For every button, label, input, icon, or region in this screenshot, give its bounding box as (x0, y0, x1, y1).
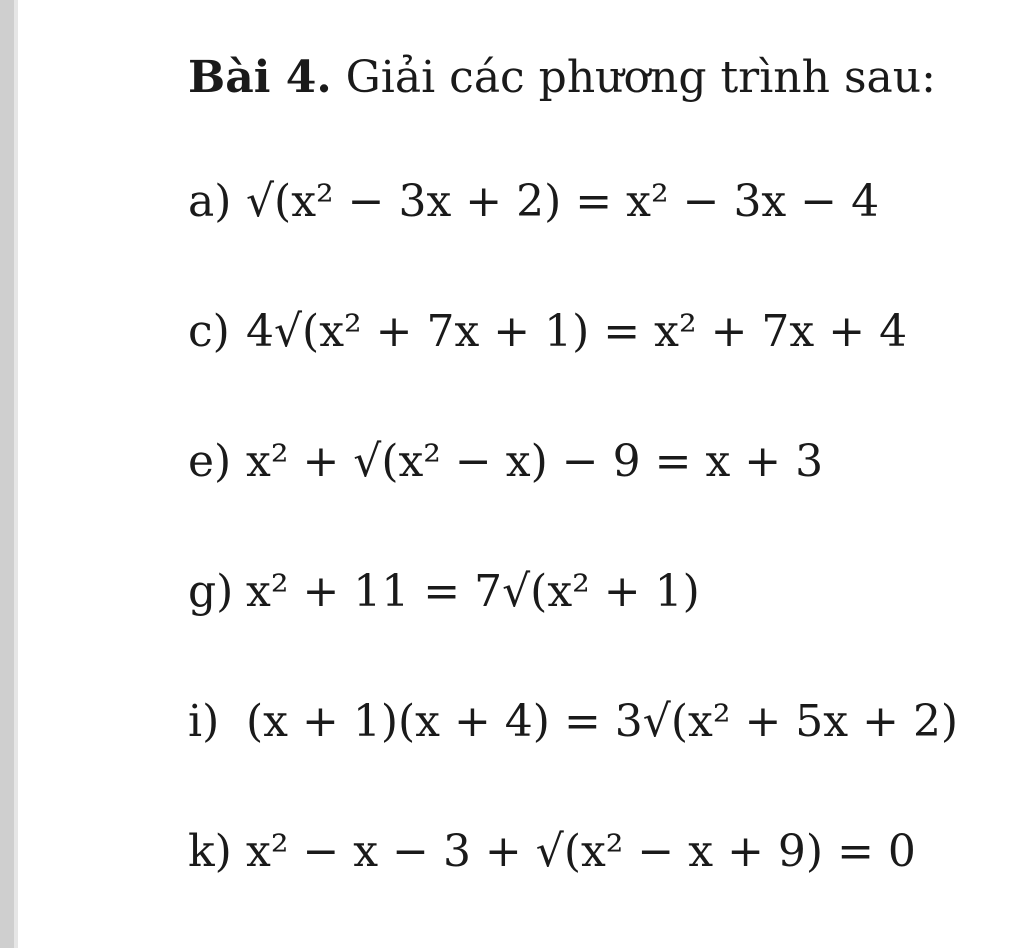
problem-equation: x² − x − 3 + √(x² − x + 9) = 0 (246, 826, 916, 877)
problem-label: i) (188, 696, 220, 747)
problem-a (188, 172, 879, 232)
problem-e (188, 432, 823, 492)
page-left-border-shadow (14, 0, 18, 948)
problem-c (188, 302, 907, 362)
problem-equation: √(x² − 3x + 2) = x² − 3x − 4 (246, 176, 880, 227)
page-left-border (0, 0, 14, 948)
problem-label: c) (188, 306, 230, 357)
problem-label: g) (188, 566, 234, 617)
problem-label: k) (188, 826, 232, 877)
problem-k (188, 822, 916, 882)
problem-g (188, 562, 700, 622)
exercise-title (188, 50, 936, 106)
problem-equation: 4√(x² + 7x + 1) = x² + 7x + 4 (246, 306, 908, 357)
problem-i (188, 692, 958, 752)
exercise-instruction: Giải các phương trình sau: (331, 52, 936, 103)
problem-equation: (x + 1)(x + 4) = 3√(x² + 5x + 2) (246, 696, 959, 747)
exercise-number: Bài 4. (188, 52, 332, 103)
problem-equation: x² + √(x² − x) − 9 = x + 3 (246, 436, 824, 487)
problem-label: e) (188, 436, 232, 487)
problem-label: a) (188, 176, 232, 227)
problem-equation: x² + 11 = 7√(x² + 1) (246, 566, 700, 617)
